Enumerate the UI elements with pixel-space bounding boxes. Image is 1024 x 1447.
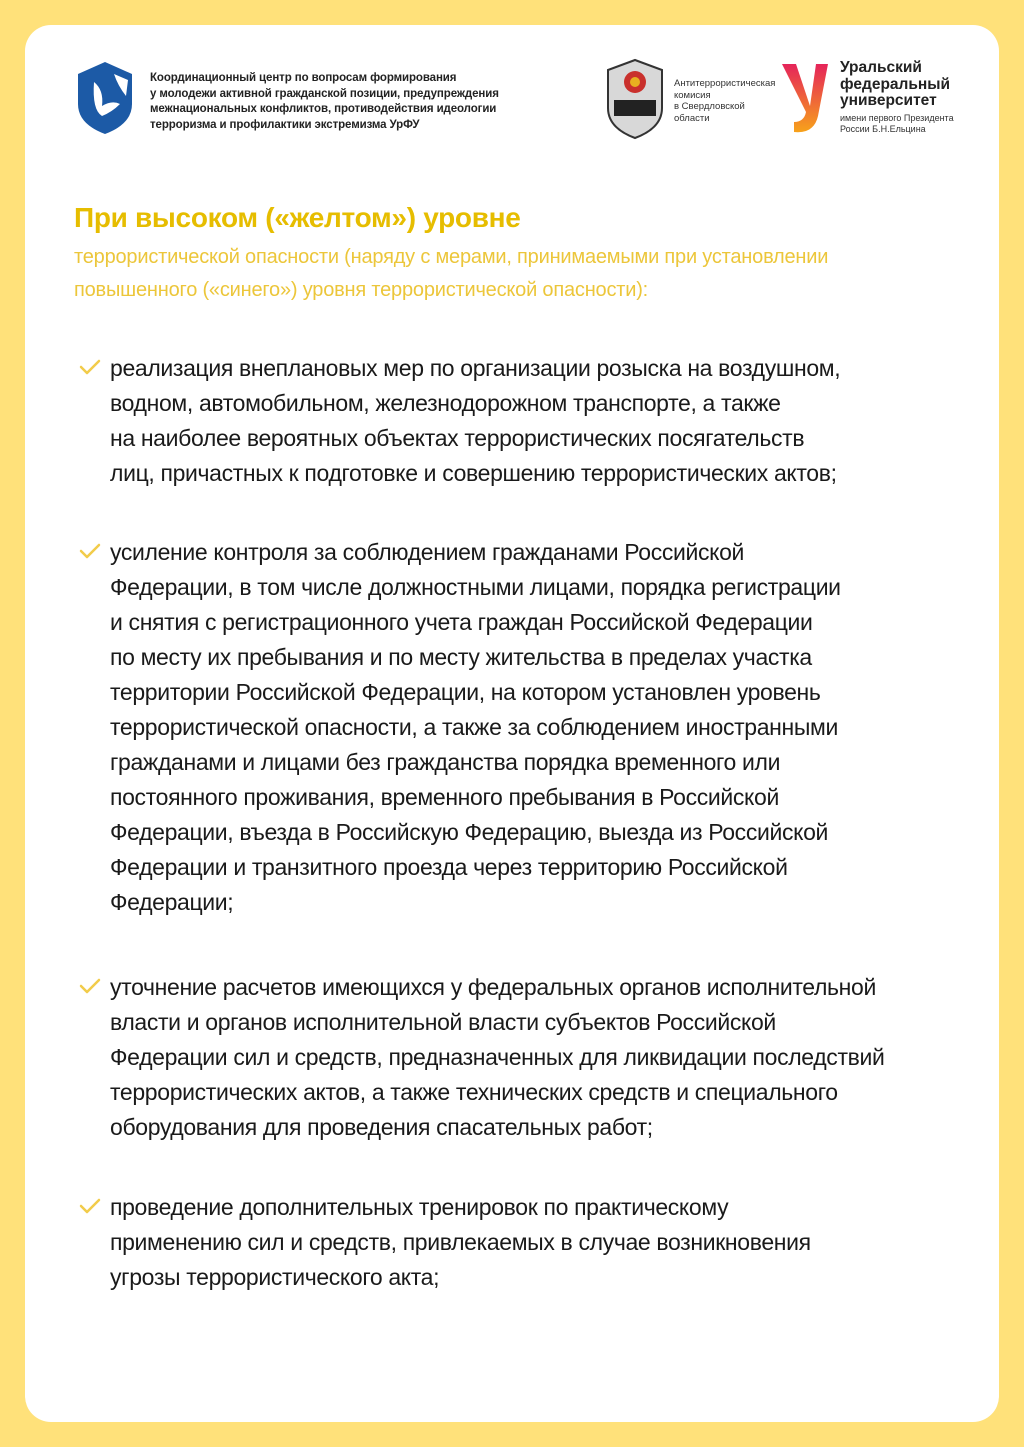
university-name-line: федеральный — [840, 75, 951, 93]
list-item-line: и снятия с регистрационного учета граждан Российской Федерации — [110, 609, 813, 635]
list-item-text — [110, 351, 840, 491]
checkmark-icon — [78, 539, 102, 563]
university-name-line: университет — [840, 92, 937, 109]
list-item-text — [110, 1190, 811, 1295]
list-item-line: лиц, причастных к подготовке и совершению террористических актов; — [110, 460, 837, 486]
university-sub-line: России Б.Н.Ельцина — [840, 123, 926, 134]
list-item-line: Федерации; — [110, 889, 234, 915]
commission-line: в Свердловской — [674, 101, 745, 112]
antiterror-commission-shield-logo-icon — [604, 58, 666, 140]
commission-line: области — [674, 112, 710, 124]
list-item-line: реализация внеплановых мер по организации розыска на воздушном, — [110, 355, 841, 381]
list-item-line: Федерации и транзитного проезда через территорию Российской — [110, 854, 788, 880]
list-item-text — [110, 535, 841, 920]
list-item-line: Федерации сил и средств, предназначенных для ликвидации последствий — [110, 1044, 885, 1070]
list-item-line: Федерации, въезда в Российскую Федерацию, выезда из Российской — [110, 819, 829, 845]
list-item-line: проведение дополнительных тренировок по практическому — [110, 1194, 729, 1220]
list-item-text — [110, 970, 885, 1145]
list-item-line: водном, автомобильном, железнодорожном транспорте, а также — [110, 390, 781, 416]
list-item-line: оборудования для проведения спасательных работ; — [110, 1114, 653, 1140]
header — [72, 58, 964, 143]
list-item-line: усиление контроля за соблюдением гражданами Российской — [110, 539, 745, 565]
ufu-logo-icon — [780, 60, 830, 136]
university-sub-line: имени первого Президента — [840, 113, 954, 123]
list-item-line: угрозы террористического акта; — [110, 1264, 440, 1290]
university-subtitle — [840, 113, 954, 134]
commission-line: комисия — [674, 89, 711, 101]
center-line: у молодежи активной гражданской позиции, предупреждения — [150, 87, 499, 100]
checkmark-icon — [78, 355, 102, 379]
list-item-line: власти и органов исполнительной власти субъектов Российской — [110, 1009, 776, 1035]
university-name-line: Уральский — [840, 59, 922, 76]
list-item-line: на наиболее вероятных объектах террористических посягательств — [110, 425, 805, 451]
antiterror-commission-name — [674, 78, 775, 124]
checkmark-icon — [78, 1194, 102, 1218]
subtitle-line: повышенного («синего») уровня террористической опасности): — [74, 279, 649, 301]
center-line: межнациональных конфликтов, противодействия идеологии — [150, 103, 497, 115]
subtitle-line: террористической опасности (наряду с мерами, принимаемыми при установлении — [74, 246, 829, 268]
coordination-center-shield-logo-icon — [74, 60, 136, 136]
list-item-line: уточнение расчетов имеющихся у федеральных органов исполнительной — [110, 974, 876, 1000]
list-item-line: постоянного проживания, временного пребывания в Российской — [110, 784, 779, 810]
list-item-line: террористических актов, а также технических средств и специального — [110, 1079, 838, 1105]
list-item-line: территории Российской Федерации, на котором установлен уровень — [110, 679, 821, 705]
coordination-center-name — [150, 71, 499, 133]
university-name — [840, 60, 950, 110]
commission-line: Антитеррористическая — [674, 78, 776, 89]
list-item-line: террористической опасности, а также за соблюдением иностранными — [110, 714, 838, 740]
page-subtitle — [74, 241, 828, 307]
center-line: терроризма и профилактики экстремизма УрФУ — [150, 118, 420, 131]
list-item-line: по месту их пребывания и по месту жительства в пределах участка — [110, 644, 812, 670]
center-line: Координационный центр по вопросам формирования — [150, 72, 457, 84]
page-title: При высоком («желтом») уровне — [74, 202, 521, 233]
list-item-line: применению сил и средств, привлекаемых в случае возникновения — [110, 1229, 811, 1255]
list-item-line: гражданами и лицами без гражданства порядка временного или — [110, 749, 781, 775]
checkmark-icon — [78, 974, 102, 998]
list-item-line: Федерации, в том числе должностными лицами, порядка регистрации — [110, 574, 841, 600]
